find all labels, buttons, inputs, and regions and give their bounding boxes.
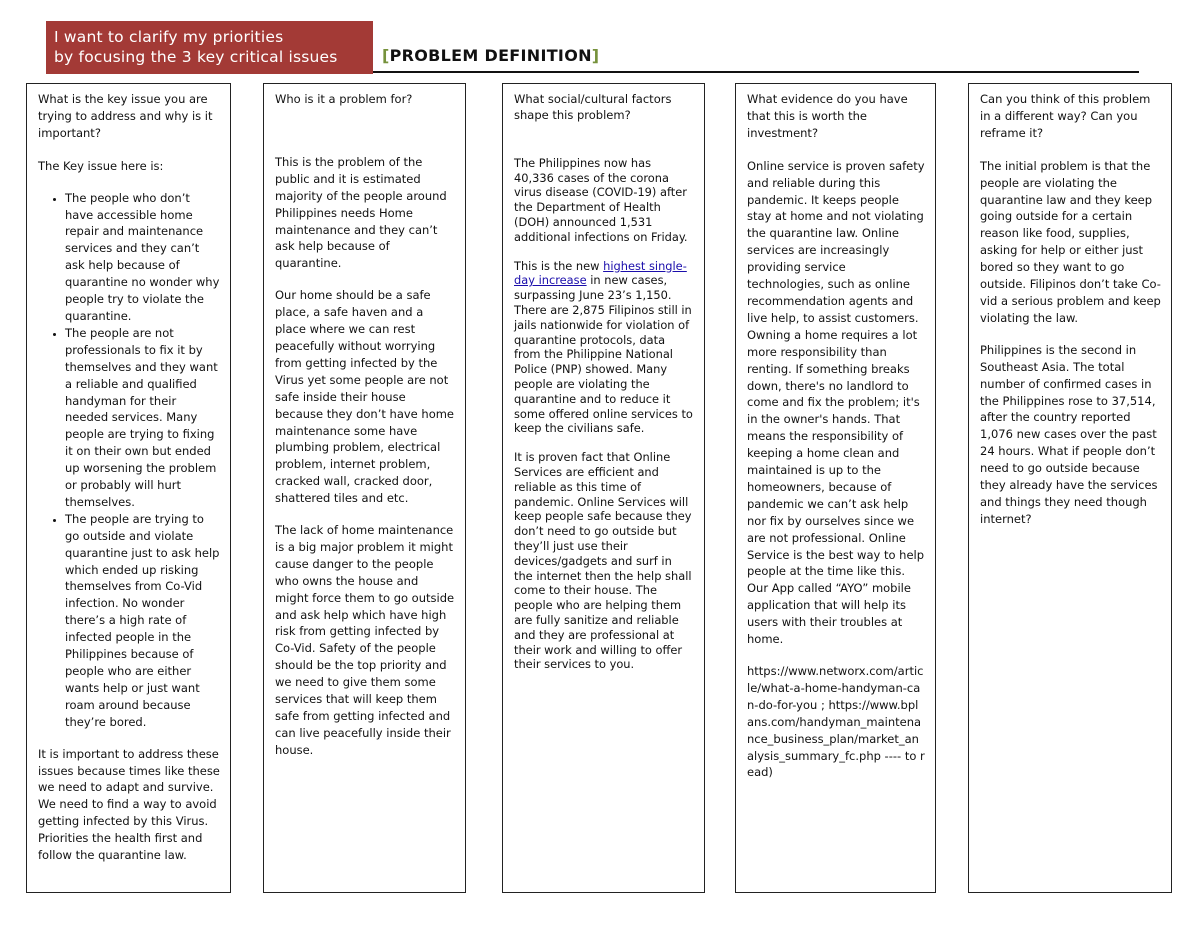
column-reframe bbox=[968, 83, 1172, 893]
list-item: • The people who don’t have accessible home repair and maintenance services and they can’t ask help because of quarantine no wonder why people try to violate the quarantine. bbox=[65, 190, 220, 325]
column-question: Who is it a problem for? bbox=[275, 92, 413, 106]
paragraph: Online service is proven safety and reliable during this pandemic. It keeps people stay at home and not violating the quarantine law. Online services are increasingly providing service technologies, such as online recommendation agents and live help, to assist customers. Owning a home requires a lot more responsibility than renting. If something breaks down, there's no landlord to come and fix the problem; it's in the owner's hands. That means the responsibility of keeping a home clean and maintained is up to the homeowners, because of pandemic we can’t ask help nor fix by ourselves since we are not professional. Online Service is the best way to help people at the time like this. Our App called “AYO” mobile application that will help its users with their troubles at home. bbox=[747, 158, 925, 647]
column-social bbox=[502, 83, 705, 893]
paragraph: The Philippines now has 40,336 cases of the corona virus disease (COVID-19) after the Department of Health (DOH) announced 1,531 additional infections on Friday. bbox=[514, 155, 688, 244]
paragraph-text: This is the new bbox=[514, 258, 604, 273]
section-title-text: PROBLEM DEFINITION bbox=[389, 46, 592, 65]
bracket-close: ] bbox=[591, 46, 600, 65]
column-evidence bbox=[735, 83, 936, 893]
paragraph-text: in new cases, surpassing June 23’s 1,150. There are 2,875 Filipinos still in jails nationwide for violation of quarantine protocols, data from the Philippine National Police (PNP) showed. Many people are violating the quarantine and to reduce it some offered online services to keep the civilians safe. bbox=[514, 273, 693, 436]
column-question: Can you think of this problem in a different way? Can you reframe it? bbox=[980, 92, 1151, 140]
key-issue-intro: The Key issue here is: bbox=[38, 158, 164, 173]
source-links: https://www.networx.com/article/what-a-home-handyman-can-do-for-you ; https://www.bplans.com/handyman_maintenance_business_plan/market_analysis_summary_fc.php ---- to read) bbox=[747, 664, 925, 780]
highest-increase-link[interactable]: highest single-day increase bbox=[514, 258, 687, 288]
column-question: What social/cultural factors shape this problem? bbox=[514, 92, 672, 123]
banner-line-1: I want to clarify my priorities bbox=[54, 28, 284, 46]
paragraph: Philippines is the second in Southeast Asia. The total number of confirmed cases in the Philippines rose to 37,514, after the country reported 1,076 new cases over the past 24 hours. What if people don’t need to go outside because they already have the services and things they need though internet? bbox=[980, 342, 1158, 526]
banner-line-2: by focusing the 3 key critical issues bbox=[54, 48, 338, 66]
bracket-open: [ bbox=[382, 46, 390, 65]
paragraph: This is the problem of the public and it is estimated majority of the people around Philippines needs Home maintenance and they can’t ask help because of quarantine. bbox=[275, 154, 447, 271]
header-rule bbox=[373, 71, 1139, 73]
paragraph: Our home should be a safe place, a safe haven and a place where we can rest peacefully without worrying from getting infected by the Virus yet some people are not safe inside their house because they don’t have home maintenance some have plumbing problem, electrical problem, internet problem, cracked wall, cracked door, shattered tiles and etc. bbox=[275, 288, 455, 506]
key-issue-list bbox=[38, 190, 220, 731]
paragraph: The lack of home maintenance is a big major problem it might cause danger to the people who owns the house and might force them to go outside and ask help which have high risk from getting infected by Co-Vid. Safety of the people should be the top priority and we need to give them some services that will keep them safe from getting infected and can live peacefully inside their house. bbox=[275, 523, 455, 757]
column-who bbox=[263, 83, 466, 893]
key-issue-closing: It is important to address these issues because times like these we need to adapt and survive. We need to find a way to avoid getting infected by this Virus. Priorities the health first and follow the quarantine law. bbox=[38, 746, 220, 863]
list-item: • The people are not professionals to fix it by themselves and they want a reliable and qualified handyman for their needed services. Many people are trying to fixing it on their own but ended up worsening the problem or probably will hurt themselves. bbox=[65, 325, 220, 511]
section-title bbox=[382, 46, 599, 65]
paragraph: It is proven fact that Online Services are efficient and reliable as this time of pandemic. Online Services will keep people safe because they don’t need to go outside but they’ll just use their devices/gadgets and surf in the internet then the help shall come to their house. The people who are helping them are fully sanitize and reliable and they are professional at their work and willing to offer their services to you. bbox=[514, 450, 692, 672]
paragraph bbox=[514, 259, 694, 437]
column-question: What is the key issue you are trying to address and why is it important? bbox=[38, 92, 213, 140]
column-question: What evidence do you have that this is worth the investment? bbox=[747, 92, 908, 140]
list-item: • The people are trying to go outside and violate quarantine just to ask help which ended up risking themselves from Co-Vid infection. No wonder there’s a high rate of infected people in the Philippines because of people who are either wants help or just want roam around because they’re bored. bbox=[65, 511, 220, 731]
column-key-issue bbox=[26, 83, 231, 893]
paragraph: The initial problem is that the people are violating the quarantine law and they keep going outside for a certain reason like food, supplies, asking for help or either just bored so they want to go outside. Filipinos don’t take Co-vid a serious problem and keep violating the law. bbox=[980, 158, 1161, 325]
header-banner bbox=[46, 21, 373, 74]
